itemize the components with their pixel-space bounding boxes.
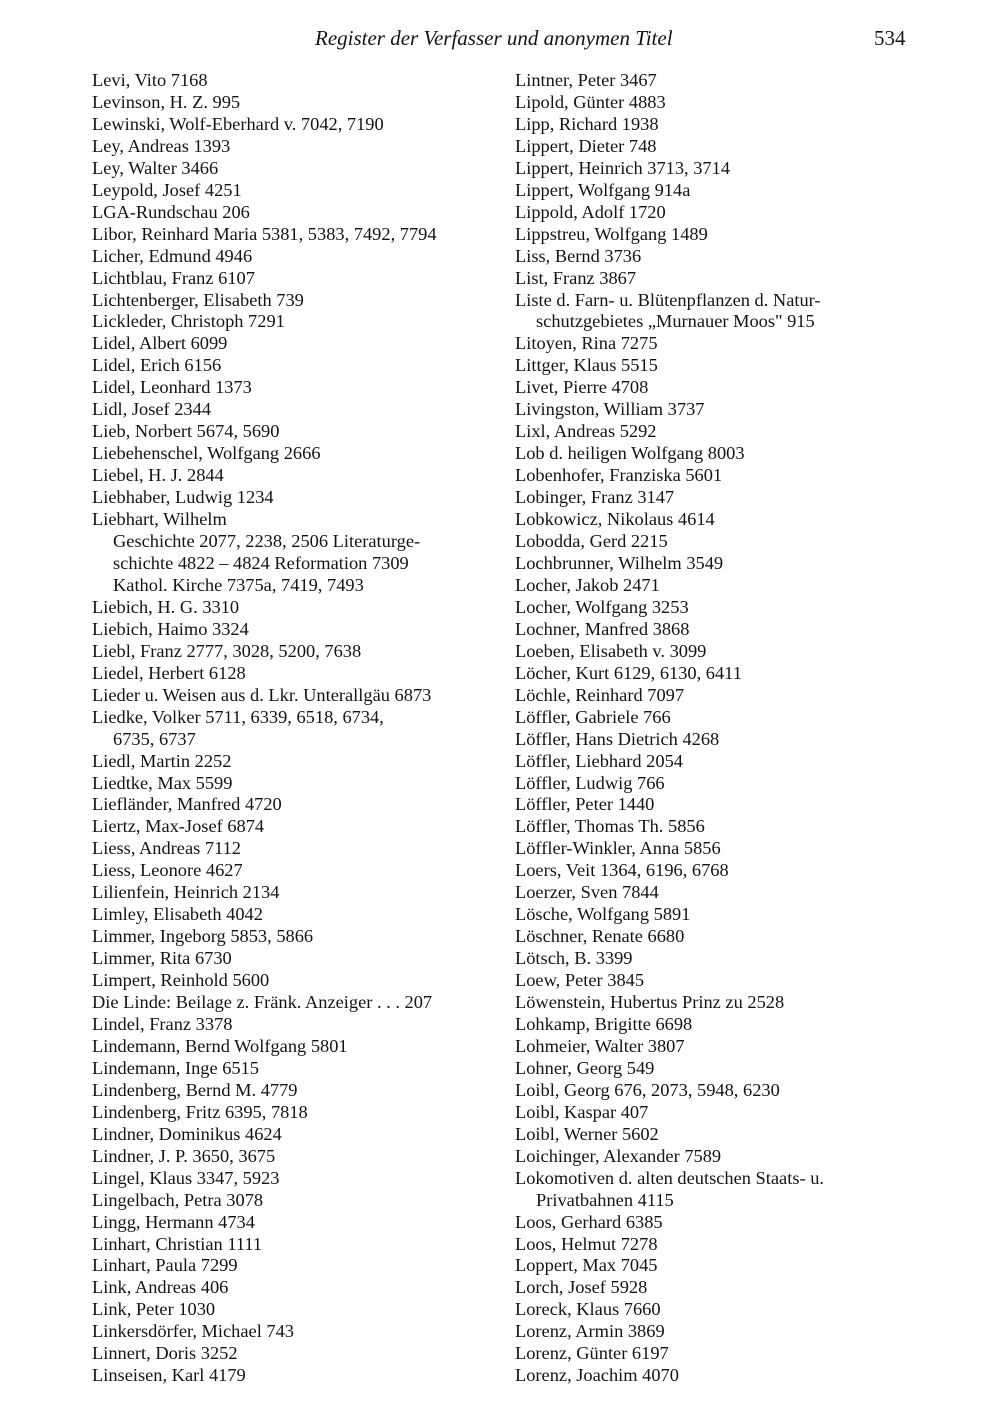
index-entry-text: Löffler, Gabriele 766 xyxy=(515,706,671,727)
index-entry xyxy=(515,465,915,487)
index-entry xyxy=(515,992,915,1014)
index-entry xyxy=(515,487,915,509)
index-entry xyxy=(515,1124,915,1146)
index-entry xyxy=(92,487,492,509)
index-entry xyxy=(515,1299,915,1321)
index-entry-text: Lingelbach, Petra 3078 xyxy=(92,1189,264,1210)
index-entry xyxy=(515,553,915,575)
index-entry-text: Lohmeier, Walter 3807 xyxy=(515,1035,685,1056)
index-entry-text: Lintner, Peter 3467 xyxy=(515,70,657,90)
index-entry-continuation: Privatbahnen 4115 xyxy=(536,1189,674,1210)
index-entry-text: Liefländer, Manfred 4720 xyxy=(92,794,282,815)
index-entry-text: Löffler-Winkler, Anna 5856 xyxy=(515,838,721,859)
index-entry-text: Lindner, Dominikus 4624 xyxy=(92,1123,282,1144)
index-entry xyxy=(515,1146,915,1168)
index-entry xyxy=(92,509,492,597)
index-entry-text: Löffler, Liebhard 2054 xyxy=(515,750,683,771)
index-entry xyxy=(92,355,492,377)
index-entry xyxy=(92,1343,492,1365)
index-entry-text: Liebich, H. G. 3310 xyxy=(92,596,240,617)
page-header xyxy=(0,22,1000,52)
index-entry-text: Loos, Gerhard 6385 xyxy=(515,1211,663,1232)
index-entry-text: Liertz, Max-Josef 6874 xyxy=(92,816,265,837)
index-entry xyxy=(92,70,492,92)
index-entry xyxy=(92,290,492,312)
index-entry xyxy=(515,641,915,663)
index-entry-text: Lichtblau, Franz 6107 xyxy=(92,267,255,288)
index-entry-text: Lieb, Norbert 5674, 5690 xyxy=(92,421,280,442)
index-entry-text: Livingston, William 3737 xyxy=(515,399,705,420)
index-entry xyxy=(515,685,915,707)
index-entry xyxy=(92,1124,492,1146)
index-entry-text: Link, Andreas 406 xyxy=(92,1277,229,1298)
index-entry-text: Lippold, Adolf 1720 xyxy=(515,201,666,222)
index-entry-text: Lindner, J. P. 3650, 3675 xyxy=(92,1145,276,1166)
index-entry-text: Livet, Pierre 4708 xyxy=(515,377,649,398)
index-entry-text: Loibl, Werner 5602 xyxy=(515,1123,659,1144)
index-entry xyxy=(92,992,492,1014)
index-entry xyxy=(515,1058,915,1080)
index-entry-continuation: schichte 4822 – 4824 Reformation 7309 xyxy=(113,552,409,573)
index-entry-text: Löffler, Ludwig 766 xyxy=(515,772,665,793)
index-entry xyxy=(515,443,915,465)
index-entry-text: Lidl, Josef 2344 xyxy=(92,399,212,420)
index-entry-text: Lindel, Franz 3378 xyxy=(92,1013,233,1034)
index-entry xyxy=(515,575,915,597)
index-entry-text: Linnert, Doris 3252 xyxy=(92,1343,238,1364)
index-entry xyxy=(515,926,915,948)
index-entry-text: LGA-Rundschau 206 xyxy=(92,201,250,222)
index-entry xyxy=(92,224,492,246)
index-entry xyxy=(92,663,492,685)
index-entry-text: Liss, Bernd 3736 xyxy=(515,245,642,266)
index-entry-text: Liste d. Farn- u. Blütenpflanzen d. Natur- xyxy=(515,289,821,310)
index-entry-text: Link, Peter 1030 xyxy=(92,1299,216,1320)
index-entry xyxy=(92,158,492,180)
index-entry-text: Lobkowicz, Nikolaus 4614 xyxy=(515,509,715,530)
index-entry-text: Liedtke, Max 5599 xyxy=(92,772,233,793)
index-entry xyxy=(92,619,492,641)
index-entry-text: Littger, Klaus 5515 xyxy=(515,355,658,376)
index-entry xyxy=(515,1277,915,1299)
index-entry xyxy=(92,1036,492,1058)
index-entry-text: Levinson, H. Z. 995 xyxy=(92,91,241,112)
index-entry xyxy=(515,355,915,377)
index-entry-text: Löcher, Kurt 6129, 6130, 6411 xyxy=(515,662,742,683)
page-number: 534 xyxy=(874,26,906,50)
index-entry xyxy=(92,180,492,202)
index-entry-continuation: Geschichte 2077, 2238, 2506 Literaturge- xyxy=(113,531,421,552)
index-entry-text: Löffler, Peter 1440 xyxy=(515,794,655,815)
index-entry xyxy=(515,948,915,970)
index-entry-text: Lipold, Günter 4883 xyxy=(515,91,666,112)
index-entry-text: Lohkamp, Brigitte 6698 xyxy=(515,1013,693,1034)
index-entry-text: Loos, Helmut 7278 xyxy=(515,1233,658,1254)
index-entry xyxy=(92,641,492,663)
index-entry xyxy=(515,663,915,685)
index-entry xyxy=(515,1321,915,1343)
index-entry-text: Lobodda, Gerd 2215 xyxy=(515,531,668,552)
index-entry xyxy=(515,421,915,443)
index-entry-text: Linhart, Christian 1111 xyxy=(92,1233,263,1254)
index-entry-text: Libor, Reinhard Maria 5381, 5383, 7492, 7794 xyxy=(92,223,437,244)
index-entry xyxy=(515,1080,915,1102)
index-entry xyxy=(515,246,915,268)
index-entry-text: Loibl, Georg 676, 2073, 5948, 6230 xyxy=(515,1079,780,1100)
index-entry xyxy=(92,465,492,487)
index-entry xyxy=(515,794,915,816)
index-entry-text: Liebl, Franz 2777, 3028, 5200, 7638 xyxy=(92,640,362,661)
index-entry xyxy=(92,1321,492,1343)
index-entry xyxy=(515,114,915,136)
index-entry-text: Liebhaber, Ludwig 1234 xyxy=(92,487,274,508)
index-entry-text: Limmer, Rita 6730 xyxy=(92,948,232,969)
index-entry xyxy=(515,531,915,553)
index-entry-text: Loichinger, Alexander 7589 xyxy=(515,1145,722,1166)
index-entry-text: Lohner, Georg 549 xyxy=(515,1057,655,1078)
index-entry xyxy=(92,1014,492,1036)
index-entry xyxy=(92,1146,492,1168)
index-entry xyxy=(515,773,915,795)
index-entry-text: Liess, Leonore 4627 xyxy=(92,860,243,881)
index-entry xyxy=(92,1212,492,1234)
index-entry xyxy=(92,1168,492,1190)
index-entry-text: Lorch, Josef 5928 xyxy=(515,1277,648,1298)
index-entry xyxy=(92,268,492,290)
index-entry xyxy=(515,202,915,224)
index-entry-text: Levi, Vito 7168 xyxy=(92,70,208,90)
index-entry xyxy=(92,311,492,333)
index-entry-text: Loers, Veit 1364, 6196, 6768 xyxy=(515,860,729,881)
index-entry xyxy=(92,1080,492,1102)
index-entry-text: Löffler, Hans Dietrich 4268 xyxy=(515,728,720,749)
index-entry-text: Licher, Edmund 4946 xyxy=(92,245,253,266)
index-entry-continuation: schutzgebietes „Murnauer Moos" 915 xyxy=(536,311,815,332)
index-column-left xyxy=(92,70,492,1387)
index-entry-text: Ley, Andreas 1393 xyxy=(92,135,231,156)
index-entry xyxy=(92,1277,492,1299)
index-entry xyxy=(515,1102,915,1124)
index-entry-text: Lickleder, Christoph 7291 xyxy=(92,311,285,332)
index-entry xyxy=(515,1365,915,1387)
index-entry-text: Limmer, Ingeborg 5853, 5866 xyxy=(92,926,314,947)
index-entry-text: Liess, Andreas 7112 xyxy=(92,838,241,859)
index-entry xyxy=(515,1343,915,1365)
index-entry-text: Lindemann, Bernd Wolfgang 5801 xyxy=(92,1035,348,1056)
index-entry xyxy=(515,377,915,399)
index-entry xyxy=(515,399,915,421)
index-entry xyxy=(515,1234,915,1256)
index-entry xyxy=(92,1365,492,1387)
index-entry-text: Lindenberg, Fritz 6395, 7818 xyxy=(92,1101,308,1122)
index-entry-text: Lidel, Leonhard 1373 xyxy=(92,377,252,398)
index-entry-text: Loibl, Kaspar 407 xyxy=(515,1101,649,1122)
index-entry-text: Lixl, Andreas 5292 xyxy=(515,421,657,442)
index-entry xyxy=(515,729,915,751)
index-entry xyxy=(92,1102,492,1124)
index-entry xyxy=(92,1190,492,1212)
index-entry xyxy=(92,377,492,399)
index-entry xyxy=(92,685,492,707)
index-entry xyxy=(92,333,492,355)
index-entry xyxy=(515,70,915,92)
index-entry-text: Lippert, Heinrich 3713, 3714 xyxy=(515,157,731,178)
index-entry-text: Lorenz, Joachim 4070 xyxy=(515,1365,679,1386)
index-entry-text: Löchle, Reinhard 7097 xyxy=(515,684,685,705)
index-entry xyxy=(92,597,492,619)
index-entry-text: Leypold, Josef 4251 xyxy=(92,179,242,200)
index-entry-text: Locher, Jakob 2471 xyxy=(515,574,660,595)
index-entry-text: Lorenz, Armin 3869 xyxy=(515,1321,665,1342)
index-entry xyxy=(515,180,915,202)
index-entry xyxy=(92,707,492,751)
index-entry xyxy=(92,1234,492,1256)
index-entry-text: Lochbrunner, Wilhelm 3549 xyxy=(515,552,724,573)
index-entry-text: Lilienfein, Heinrich 2134 xyxy=(92,882,280,903)
index-entry-text: Lobenhofer, Franziska 5601 xyxy=(515,465,723,486)
index-entry-text: Lidel, Albert 6099 xyxy=(92,333,228,354)
index-entry-text: Loreck, Klaus 7660 xyxy=(515,1299,661,1320)
index-entry xyxy=(515,882,915,904)
index-entry-text: Liebel, H. J. 2844 xyxy=(92,465,224,486)
index-entry-text: Liebehenschel, Wolfgang 2666 xyxy=(92,443,321,464)
index-entry-text: Lichtenberger, Elisabeth 739 xyxy=(92,289,304,310)
index-entry-text: Liebich, Haimo 3324 xyxy=(92,618,249,639)
index-entry xyxy=(92,246,492,268)
index-entry-text: Lipp, Richard 1938 xyxy=(515,113,659,134)
index-entry-text: Lippert, Dieter 748 xyxy=(515,135,657,156)
index-entry xyxy=(515,1212,915,1234)
index-entry-text: Lindemann, Inge 6515 xyxy=(92,1057,260,1078)
index-entry xyxy=(515,224,915,246)
index-entry xyxy=(92,751,492,773)
index-entry-text: Linhart, Paula 7299 xyxy=(92,1255,238,1276)
index-entry xyxy=(92,816,492,838)
index-entry-continuation: Kathol. Kirche 7375a, 7419, 7493 xyxy=(113,574,364,595)
index-entry xyxy=(515,619,915,641)
index-entry-text: Lochner, Manfred 3868 xyxy=(515,618,690,639)
index-entry-text: Lidel, Erich 6156 xyxy=(92,355,222,376)
index-entry-text: Löffler, Thomas Th. 5856 xyxy=(515,816,705,837)
index-entry-text: Lingg, Hermann 4734 xyxy=(92,1211,255,1232)
index-entry-text: Loew, Peter 3845 xyxy=(515,970,645,991)
index-entry xyxy=(92,443,492,465)
index-entry xyxy=(92,904,492,926)
index-entry xyxy=(92,202,492,224)
index-entry-text: Linseisen, Karl 4179 xyxy=(92,1365,246,1386)
index-entry-text: Liedl, Martin 2252 xyxy=(92,750,232,771)
index-entry-text: Löschner, Renate 6680 xyxy=(515,926,685,947)
index-entry-text: Lippert, Wolfgang 914a xyxy=(515,179,691,200)
index-entry xyxy=(92,399,492,421)
index-entry-text: Liedke, Volker 5711, 6339, 6518, 6734, xyxy=(92,706,384,727)
index-entry xyxy=(92,136,492,158)
index-entry xyxy=(92,1058,492,1080)
index-entry-text: Die Linde: Beilage z. Fränk. Anzeiger . . . 207 xyxy=(92,992,433,1013)
index-column-right xyxy=(515,70,915,1387)
index-entry xyxy=(515,158,915,180)
index-entry-text: Lokomotiven d. alten deutschen Staats- u. xyxy=(515,1167,824,1188)
index-entry-text: Limley, Elisabeth 4042 xyxy=(92,904,263,925)
index-entry xyxy=(515,904,915,926)
index-entry xyxy=(515,751,915,773)
index-entry xyxy=(92,1255,492,1277)
index-entry-text: Locher, Wolfgang 3253 xyxy=(515,596,689,617)
index-entry xyxy=(92,114,492,136)
index-entry-text: Linkersdörfer, Michael 743 xyxy=(92,1321,295,1342)
index-entry xyxy=(92,794,492,816)
index-entry-continuation: 6735, 6737 xyxy=(113,728,196,749)
index-entry-text: Lippstreu, Wolfgang 1489 xyxy=(515,223,708,244)
index-entry xyxy=(515,860,915,882)
index-entry-text: Litoyen, Rina 7275 xyxy=(515,333,658,354)
index-entry-text: List, Franz 3867 xyxy=(515,267,637,288)
index-entry-text: Liedel, Herbert 6128 xyxy=(92,662,246,683)
index-entry xyxy=(515,838,915,860)
index-entry xyxy=(92,926,492,948)
index-entry-text: Liebhart, Wilhelm xyxy=(92,509,227,530)
index-entry xyxy=(515,268,915,290)
index-entry-text: Lorenz, Günter 6197 xyxy=(515,1343,669,1364)
index-entry-text: Lewinski, Wolf-Eberhard v. 7042, 7190 xyxy=(92,113,384,134)
index-entry xyxy=(515,1168,915,1212)
index-entry xyxy=(92,948,492,970)
index-entry xyxy=(515,707,915,729)
index-entry-text: Loeben, Elisabeth v. 3099 xyxy=(515,640,707,661)
index-entry-text: Ley, Walter 3466 xyxy=(92,157,219,178)
index-entry xyxy=(515,1014,915,1036)
index-entry xyxy=(92,92,492,114)
index-entry-text: Lob d. heiligen Wolfgang 8003 xyxy=(515,443,745,464)
index-entry xyxy=(515,1255,915,1277)
index-entry xyxy=(515,509,915,531)
index-entry-text: Lieder u. Weisen aus d. Lkr. Unterallgäu 6873 xyxy=(92,684,432,705)
index-entry xyxy=(92,882,492,904)
index-entry xyxy=(92,970,492,992)
index-entry xyxy=(515,597,915,619)
index-entry-text: Lingel, Klaus 3347, 5923 xyxy=(92,1167,280,1188)
index-entry xyxy=(92,860,492,882)
index-entry-text: Loerzer, Sven 7844 xyxy=(515,882,659,903)
index-entry xyxy=(515,290,915,334)
index-entry-text: Loppert, Max 7045 xyxy=(515,1255,658,1276)
index-entry xyxy=(515,136,915,158)
index-entry-text: Lösche, Wolfgang 5891 xyxy=(515,904,691,925)
index-entry xyxy=(92,773,492,795)
index-entry xyxy=(515,816,915,838)
index-entry-text: Lindenberg, Bernd M. 4779 xyxy=(92,1079,298,1100)
index-entry xyxy=(515,970,915,992)
index-entry xyxy=(92,838,492,860)
index-entry-text: Lobinger, Franz 3147 xyxy=(515,487,675,508)
index-entry xyxy=(92,421,492,443)
index-entry xyxy=(515,1036,915,1058)
index-entry-text: Löwenstein, Hubertus Prinz zu 2528 xyxy=(515,992,785,1013)
index-entry xyxy=(515,92,915,114)
index-entry-text: Limpert, Reinhold 5600 xyxy=(92,970,270,991)
index-entry-text: Lötsch, B. 3399 xyxy=(515,948,633,969)
index-entry xyxy=(515,333,915,355)
running-title: Register der Verfasser und anonymen Titel xyxy=(315,26,673,50)
index-entry xyxy=(92,1299,492,1321)
